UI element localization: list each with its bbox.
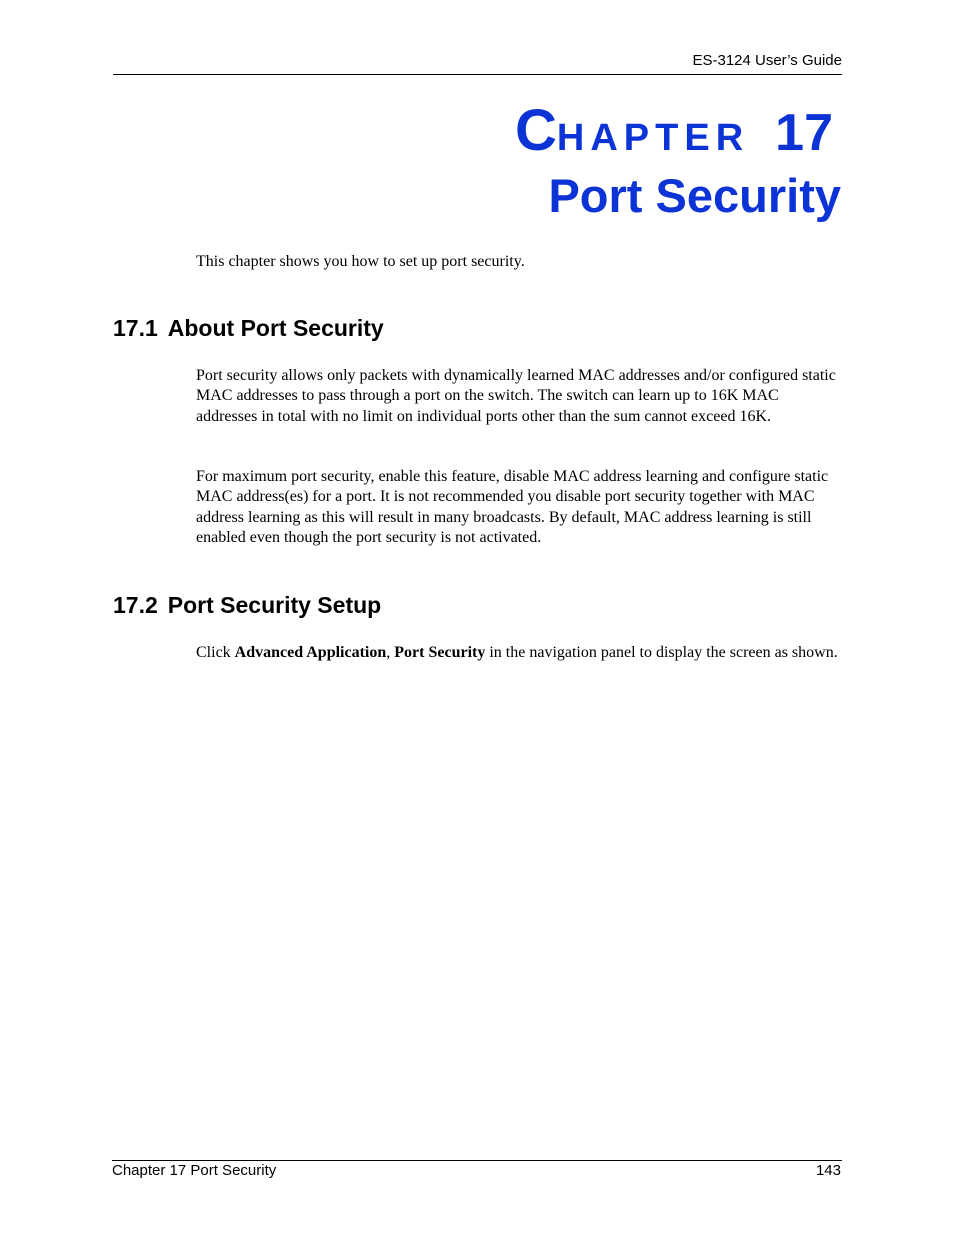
footer-chapter-label: Chapter 17 Port Security [112, 1162, 277, 1179]
section-heading-setup [113, 591, 381, 619]
header-divider [113, 74, 842, 75]
page-number: 143 [815, 1162, 841, 1179]
section-number: 17.1 [113, 315, 158, 341]
setup-paragraph [196, 643, 842, 663]
about-paragraph-2: For maximum port security, enable this feature, disable MAC address learning and configure static MAC address(es) for a port. It is not recommended you disable port security together with MAC address learning as this will result in many broadcasts. By default, MAC address learning is still enabled even though the port security is not activated. [196, 468, 829, 546]
section-number: 17.2 [113, 592, 158, 618]
chapter-title: Port Security [548, 169, 841, 222]
section-title: Port Security Setup [167, 592, 382, 618]
setup-text-prefix: Click [196, 644, 235, 661]
running-header: ES-3124 User’s Guide [692, 52, 842, 69]
menu-path-advanced-application: Advanced Application [234, 644, 387, 661]
chapter-word-rest: HAPTER [556, 117, 750, 159]
menu-path-port-security: Port Security [394, 644, 486, 661]
intro-paragraph: This chapter shows you how to set up port security. [196, 253, 525, 270]
about-paragraph-1: Port security allows only packets with dynamically learned MAC addresses and/or configured static MAC addresses to pass through a port on the switch. The switch can learn up to 16K MAC addresses in total with no limit on individual ports other than the sum cannot exceed 16K. [196, 367, 836, 425]
setup-text-suffix: in the navigation panel to display the screen as shown. [485, 644, 838, 661]
chapter-number: 17 [775, 104, 833, 162]
section-title: About Port Security [167, 315, 384, 341]
setup-text-separator: , [386, 644, 395, 661]
section-heading-about [113, 314, 384, 342]
chapter-word-initial: C [515, 98, 557, 163]
footer-divider [112, 1160, 842, 1161]
